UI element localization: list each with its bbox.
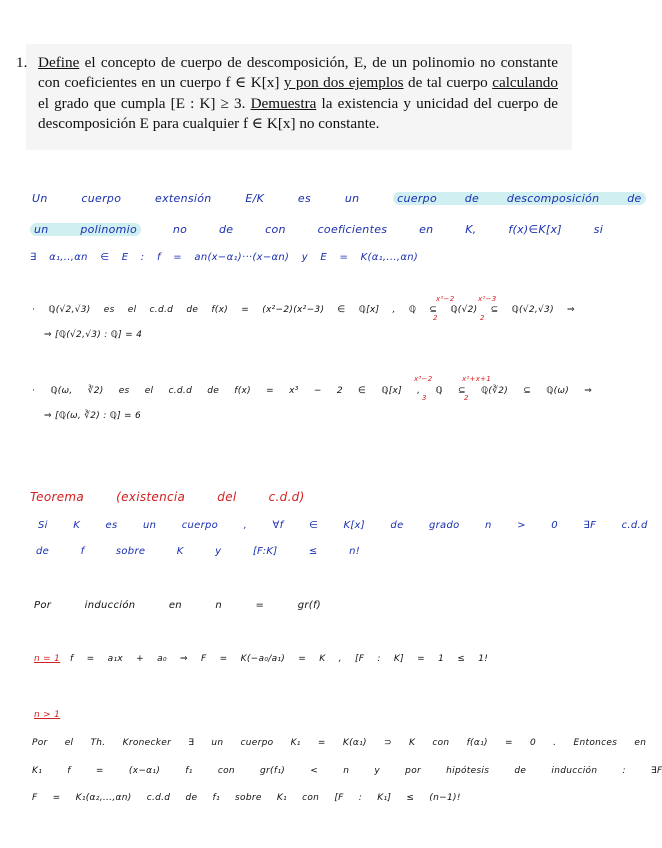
example-2-degree: 2 — [464, 394, 469, 402]
theorem-title: Teorema (existencia del c.d.d) — [30, 490, 305, 504]
example-2-degree: 3 — [422, 394, 427, 402]
question-part: el grado que cumpla [E : K] ≥ 3. — [38, 94, 251, 112]
example-2-annotation: x²+x+1 — [462, 375, 492, 383]
definition-text: no de con coeficientes en K, f(x)∈K[x] si — [172, 223, 604, 236]
definition-highlight: cuerpo de descomposición de — [393, 192, 645, 205]
definition-line-2 — [30, 223, 603, 236]
question-text — [16, 53, 559, 135]
question-define: Define — [38, 54, 80, 71]
proof-line-1: Por el Th. Kronecker ∃ un cuerpo K₁ = K(α₁) ⊃ K con f(α₁) = 0 . Entonces en — [32, 738, 647, 748]
definition-line-3: ∃ α₁,..,αn ∈ E : f = an(x−α₁)···(x−αn) y E = K(α₁,...,αn) — [30, 252, 419, 263]
case-1-text: f = a₁x + a₀ ⇒ F = K(−a₀/a₁) = K , [F : K] = 1 ≤ 1! — [70, 654, 489, 664]
definition-text: Un cuerpo extensión E/K es un — [32, 192, 360, 205]
example-1-degree: 2 — [480, 314, 485, 322]
question-calculating: calculando — [492, 74, 558, 92]
theorem-statement-1: Si K es un cuerpo , ∀f ∈ K[x] de grado n > 0 ∃F c.d.d — [38, 520, 648, 531]
example-1-annotation: x²−3 — [478, 295, 497, 303]
theorem-statement-2: de f sobre K y [F:K] ≤ n! — [36, 546, 361, 557]
definition-line-1 — [32, 192, 646, 205]
proof-intro: Por inducción en n = gr(f) — [34, 600, 321, 611]
definition-highlight: un polinomio — [30, 223, 141, 236]
proof-line-2: K₁ f = (x−α₁) f₁ con gr(f₁) < n y por hipótesis de inducción : ∃F — [32, 766, 662, 776]
question-number: 1. — [16, 54, 28, 71]
example-2-line: · ℚ(ω, ∛2) es el c.d.d de f(x) = x³ − 2 ∈ ℚ[x] , ℚ ⊆ ℚ(∛2) ⊆ ℚ(ω) ⇒ — [32, 386, 593, 396]
question-examples: y pon dos ejemplos — [283, 74, 404, 92]
question-part: de tal cuerpo — [403, 74, 493, 92]
case-1-label: n = 1 — [34, 654, 61, 664]
example-1-result: ⇒ [ℚ(√2,√3) : ℚ] = 4 — [44, 330, 143, 340]
example-1-annotation: x²−2 — [436, 295, 455, 303]
example-2-result: ⇒ [ℚ(ω, ∛2) : ℚ] = 6 — [44, 411, 142, 421]
case-2-label: n > 1 — [34, 710, 61, 720]
question-part: el concepto de cuerpo de descomposición, E, de un polinomio no constante con coeficientes en un cuerpo f ∈ K[x] — [38, 54, 558, 92]
proof-line-3: F = K₁(α₂,...,αn) c.d.d de f₁ sobre K₁ con [F : K₁] ≤ (n−1)! — [32, 793, 461, 803]
example-2-annotation: x³−2 — [414, 375, 433, 383]
question-part: la existencia y unicidad del cuerpo de descomposición E para cualquier f ∈ K[x] no constante. — [38, 94, 559, 133]
example-1-line: · ℚ(√2,√3) es el c.d.d de f(x) = (x²−2)(x²−3) ∈ ℚ[x] , ℚ ⊆ ℚ(√2) ⊆ ℚ(√2,√3) ⇒ — [32, 305, 575, 315]
example-1-degree: 2 — [433, 314, 438, 322]
question-prove: Demuestra — [250, 94, 317, 112]
